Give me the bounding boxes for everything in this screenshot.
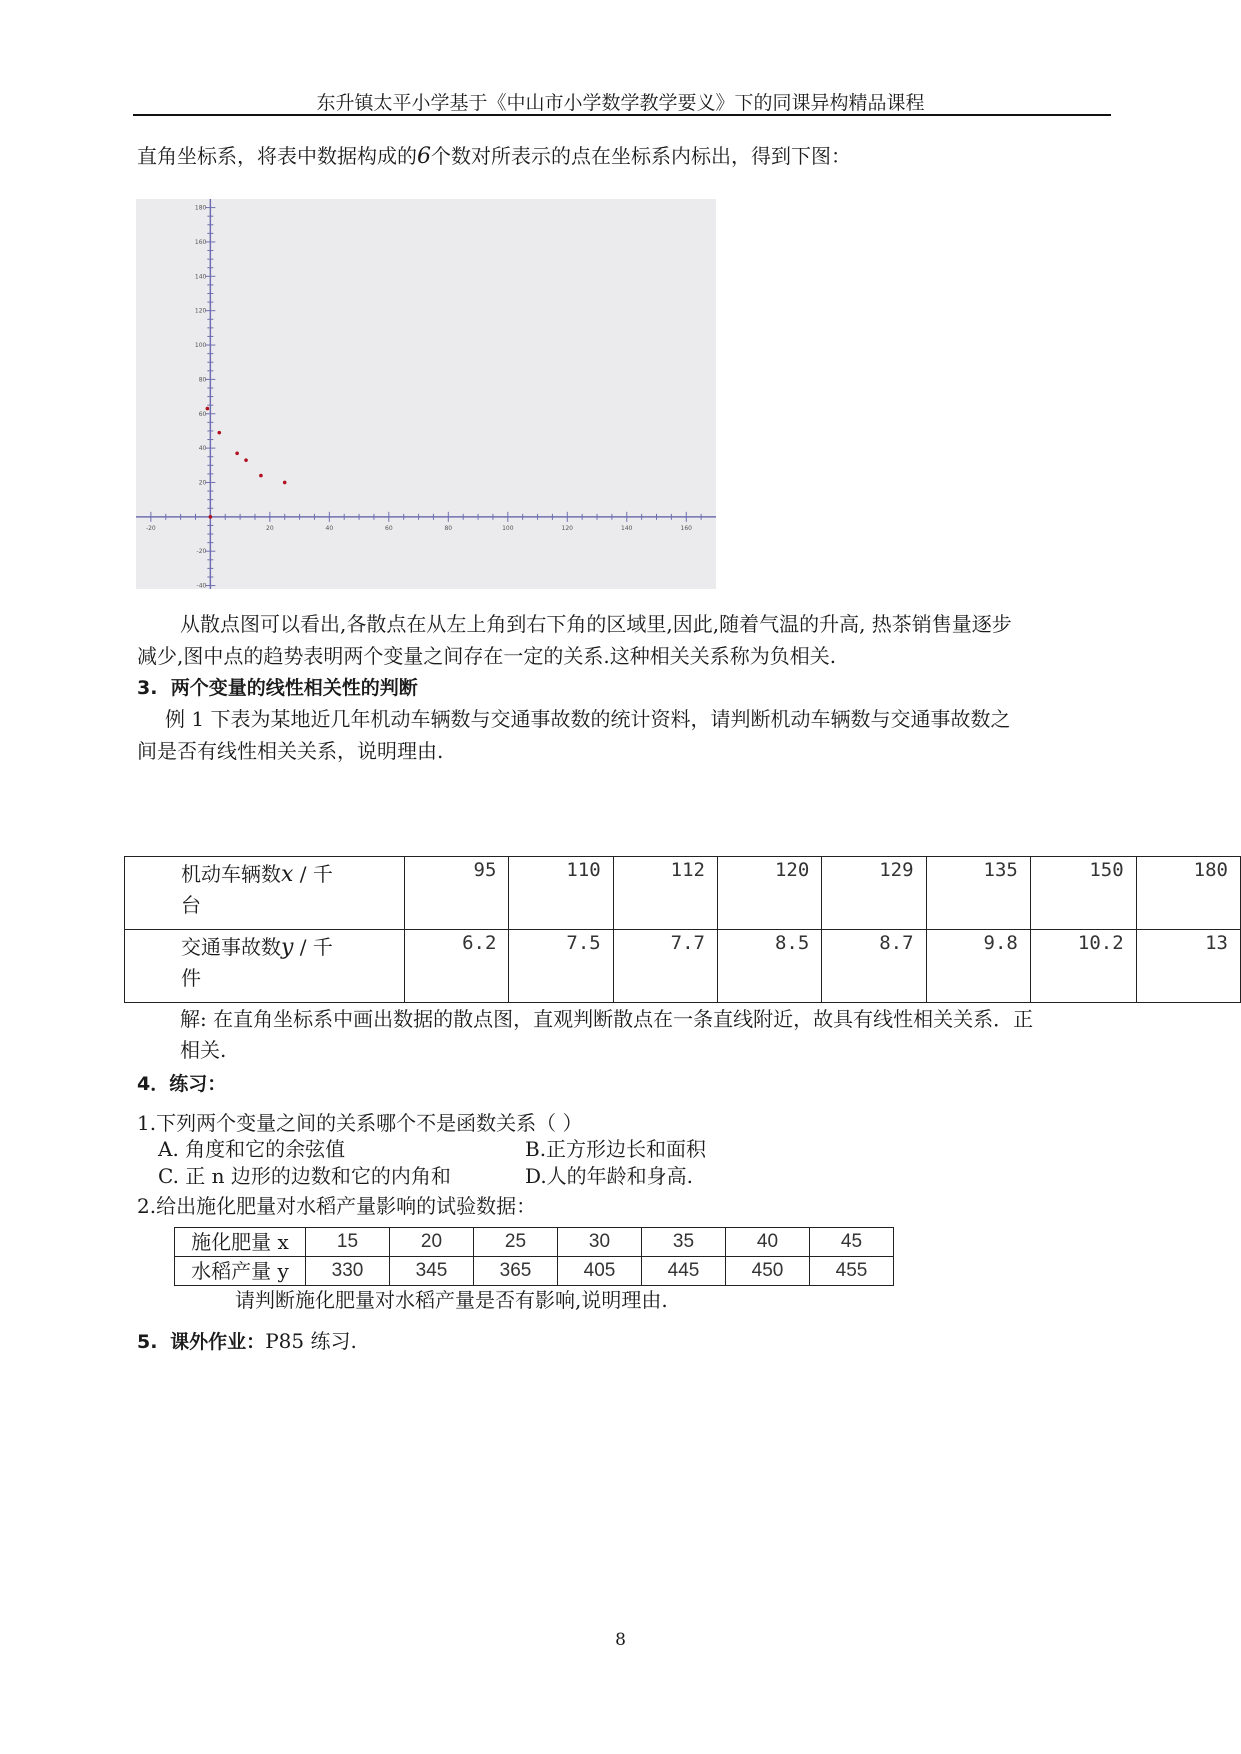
label-text: 交通事故数 [181, 935, 281, 959]
table-cell: 6.2 [405, 930, 509, 1003]
label-unit: / 千 [293, 862, 333, 886]
y-tick-label: -20 [196, 548, 207, 556]
table-cell: 150 [1030, 857, 1136, 930]
section5-number: 5. [137, 1331, 158, 1353]
table-cell: 120 [718, 857, 822, 930]
x-tick-label: 160 [680, 524, 692, 532]
label-text: 机动车辆数 [181, 862, 281, 886]
x-tick-label: 20 [266, 524, 274, 532]
y-tick-label: 60 [198, 410, 207, 418]
table-cell: 455 [810, 1257, 894, 1286]
para1-line2: 减少,图中点的趋势表明两个变量之间存在一定的关系.这种相关关系称为负相关. [137, 644, 837, 668]
intro-line [137, 140, 851, 173]
page-number: 8 [615, 1630, 626, 1650]
para1-line1: 从散点图可以看出,各散点在从左上角到右下角的区域里,因此,随着气温的升高, 热茶销售量逐步 [180, 612, 1012, 636]
fertilizer-yield-table [174, 1227, 894, 1286]
y-tick-label: 160 [194, 238, 207, 246]
solution-line1: 解: 在直角坐标系中画出数据的散点图，直观判断散点在一条直线附近，故具有线性相关关系．正 [180, 1007, 1034, 1031]
x-tick-label: -20 [145, 524, 156, 532]
row-label-vehicles [125, 857, 405, 930]
data-point [209, 515, 213, 519]
table-cell: 40 [726, 1228, 810, 1257]
section5-line [137, 1325, 357, 1358]
section5-title: 课外作业： [170, 1331, 266, 1353]
q1-option-c: C. 正 n 边形的边数和它的内角和 [158, 1164, 451, 1188]
table-cell: 345 [390, 1257, 474, 1286]
q1-stem: 1.下列两个变量之间的关系哪个不是函数关系（ ） [137, 1111, 583, 1135]
table-row [175, 1257, 894, 1286]
scatter-plot-svg [136, 199, 716, 589]
data-point [283, 481, 287, 485]
q2-stem: 2.给出施化肥量对水稻产量影响的试验数据： [137, 1194, 537, 1218]
table-cell: 13 [1136, 930, 1240, 1003]
intro-count: 6 [417, 144, 431, 169]
y-tick-label: 80 [198, 376, 207, 384]
data-point [235, 451, 239, 455]
table-cell: 450 [726, 1257, 810, 1286]
table-cell: 7.5 [509, 930, 613, 1003]
section3-number: 3. [137, 677, 158, 699]
var-x: x [281, 862, 294, 887]
row-label-accidents [125, 930, 405, 1003]
table-cell: 330 [306, 1257, 390, 1286]
intro-text-after: 个数对所表示的点在坐标系内标出，得到下图： [431, 144, 851, 168]
table-cell: 180 [1136, 857, 1240, 930]
table-cell: 10.2 [1030, 930, 1136, 1003]
table-row [125, 857, 1241, 930]
table-cell: 45 [810, 1228, 894, 1257]
var-y: y [281, 935, 294, 960]
y-tick-label: 180 [194, 204, 207, 212]
table-cell: 365 [474, 1257, 558, 1286]
data-point [244, 458, 248, 462]
table-row [125, 930, 1241, 1003]
intro-text-before: 直角坐标系，将表中数据构成的 [137, 144, 417, 168]
table-cell: 8.5 [718, 930, 822, 1003]
section3-title: 两个变量的线性相关性的判断 [170, 677, 418, 699]
x-tick-label: 140 [621, 524, 633, 532]
section5-rest: P85 练习. [265, 1329, 357, 1353]
label-unit: / 千 [293, 935, 333, 959]
label-unit-wrap: 件 [181, 966, 201, 990]
scatter-plot [136, 199, 716, 589]
header-rule [133, 114, 1111, 116]
section3-heading [137, 672, 418, 704]
table-cell: 7.7 [613, 930, 717, 1003]
table-cell: 95 [405, 857, 509, 930]
y-tick-label: 100 [194, 342, 207, 350]
row-label-yield: 水稻产量 y [175, 1257, 306, 1286]
table-cell: 110 [509, 857, 613, 930]
table-cell: 15 [306, 1228, 390, 1257]
table-cell: 8.7 [822, 930, 926, 1003]
page-header: 东升镇太平小学基于《中山市小学数学教学要义》下的同课异构精品课程 [316, 92, 925, 114]
y-tick-label: -40 [196, 582, 207, 589]
x-tick-label: 80 [444, 524, 453, 532]
data-point [206, 407, 210, 411]
q1-option-d: D.人的年龄和身高. [525, 1164, 694, 1188]
x-tick-label: 120 [561, 524, 574, 532]
row-label-fertilizer: 施化肥量 x [175, 1228, 306, 1257]
example1-line2: 间是否有线性相关关系，说明理由. [137, 739, 444, 763]
data-point [217, 431, 221, 435]
q2-after: 请判断施化肥量对水稻产量是否有影响,说明理由. [235, 1288, 668, 1312]
y-tick-label: 120 [194, 307, 207, 315]
y-tick-label: 20 [198, 479, 207, 487]
table-cell: 112 [613, 857, 717, 930]
table-cell: 135 [926, 857, 1030, 930]
y-tick-label: 140 [194, 273, 207, 281]
data-point [259, 474, 263, 478]
table-cell: 445 [642, 1257, 726, 1286]
q1-option-b: B.正方形边长和面积 [525, 1137, 707, 1161]
y-tick-label: 40 [198, 445, 207, 453]
table-cell: 129 [822, 857, 926, 930]
section4-heading: 4．练习： [137, 1073, 227, 1095]
table-cell: 35 [642, 1228, 726, 1257]
q1-option-a: A. 角度和它的余弦值 [158, 1137, 346, 1161]
table-cell: 20 [390, 1228, 474, 1257]
x-tick-label: 100 [502, 524, 514, 532]
table-cell: 30 [558, 1228, 642, 1257]
table-row [175, 1228, 894, 1257]
vehicle-accident-table [124, 856, 1241, 1003]
x-tick-label: 60 [385, 524, 393, 532]
table-cell: 25 [474, 1228, 558, 1257]
x-tick-label: 40 [325, 524, 334, 532]
solution-line2: 相关. [180, 1038, 227, 1062]
table-cell: 9.8 [926, 930, 1030, 1003]
table-cell: 405 [558, 1257, 642, 1286]
example1-line1: 例 1 下表为某地近几年机动车辆数与交通事故数的统计资料，请判断机动车辆数与交通事故数之 [165, 707, 1011, 731]
label-unit-wrap: 台 [181, 893, 201, 917]
